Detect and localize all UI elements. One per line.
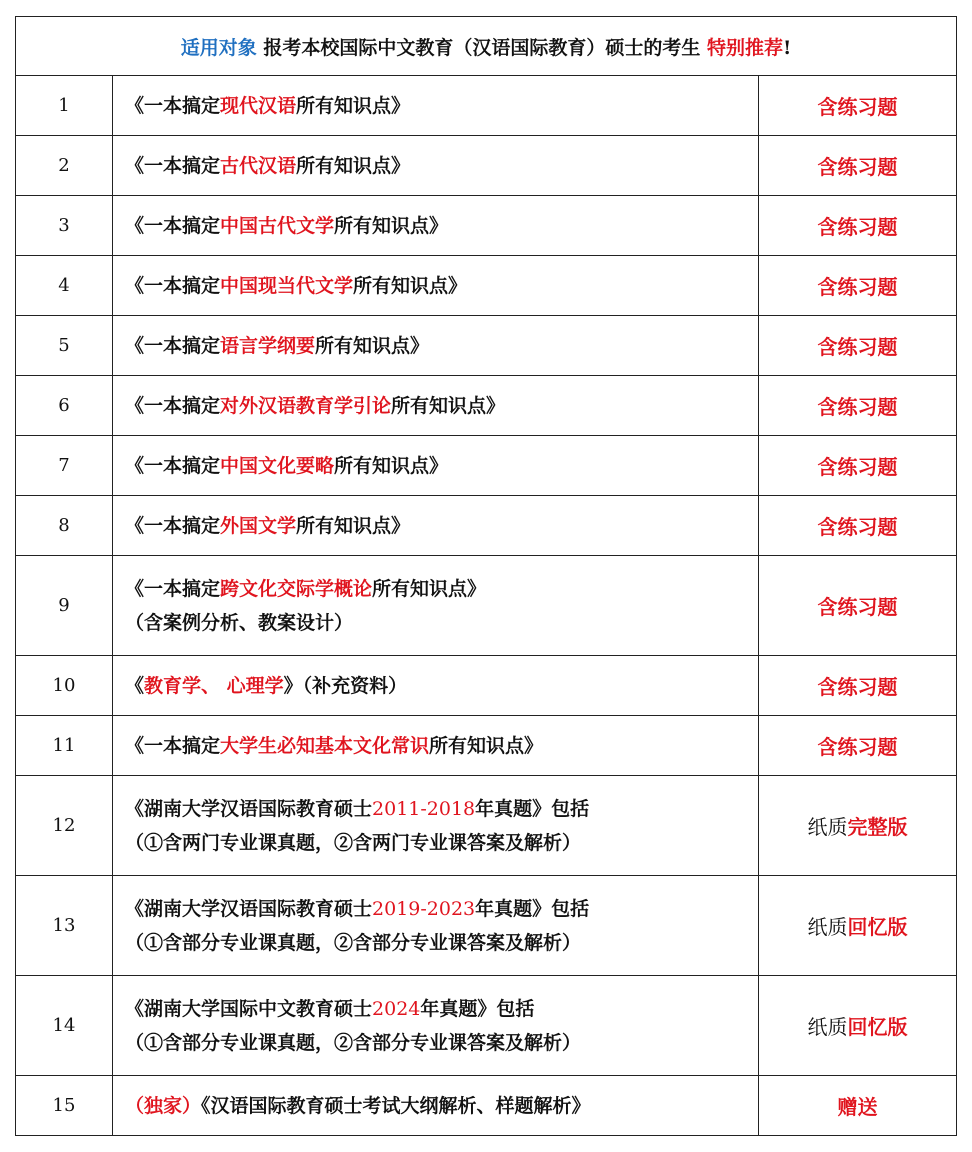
row-number: 14 xyxy=(16,976,113,1076)
row-subtitle: （含案例分析、教案设计） xyxy=(125,611,354,634)
table-row xyxy=(16,76,957,136)
table-row xyxy=(16,436,957,496)
row-title: 《一本搞定外国文学所有知识点》 xyxy=(113,496,759,556)
row-number: 12 xyxy=(16,776,113,876)
header-highlight: 特别推荐 xyxy=(706,36,783,59)
table-row xyxy=(16,136,957,196)
row-note: 赠送 xyxy=(759,1076,957,1136)
row-title: 《湖南大学汉语国际教育硕士2019-2023年真题》包括 （①含部分专业课真题，②含部分专业课答案及解析） xyxy=(113,876,759,976)
row-note: 含练习题 xyxy=(759,256,957,316)
row-title: （独家）《汉语国际教育硕士考试大纲解析、样题解析》 xyxy=(113,1076,759,1136)
header-suffix: ! xyxy=(782,36,792,59)
header-row xyxy=(16,17,957,76)
row-title: 《一本搞定对外汉语教育学引论所有知识点》 xyxy=(113,376,759,436)
table-row xyxy=(16,496,957,556)
table-row xyxy=(16,316,957,376)
row-title: 《一本搞定现代汉语所有知识点》 xyxy=(113,76,759,136)
row-title: 《一本搞定跨文化交际学概论所有知识点》 （含案例分析、教案设计） xyxy=(113,556,759,656)
table-row xyxy=(16,556,957,656)
row-title: 《湖南大学汉语国际教育硕士2011-2018年真题》包括 （①含两门专业课真题，②含两门专业课答案及解析） xyxy=(113,776,759,876)
row-number: 3 xyxy=(16,196,113,256)
header-cell xyxy=(16,17,957,76)
row-subtitle: （①含部分专业课真题，②含部分专业课答案及解析） xyxy=(125,931,582,954)
row-number: 4 xyxy=(16,256,113,316)
row-number: 13 xyxy=(16,876,113,976)
row-number: 10 xyxy=(16,656,113,716)
table-row xyxy=(16,716,957,776)
row-note: 含练习题 xyxy=(759,316,957,376)
row-number: 6 xyxy=(16,376,113,436)
row-note: 含练习题 xyxy=(759,496,957,556)
row-note: 含练习题 xyxy=(759,76,957,136)
header-middle: 报考本校国际中文教育（汉语国际教育）硕士的考生 xyxy=(263,36,701,59)
header-prefix: 适用对象 xyxy=(180,36,257,59)
row-note: 含练习题 xyxy=(759,376,957,436)
row-title: 《一本搞定中国古代文学所有知识点》 xyxy=(113,196,759,256)
row-note: 纸质完整版 xyxy=(759,776,957,876)
row-number: 1 xyxy=(16,76,113,136)
row-number: 5 xyxy=(16,316,113,376)
row-note: 纸质回忆版 xyxy=(759,876,957,976)
row-note: 含练习题 xyxy=(759,556,957,656)
table-row xyxy=(16,776,957,876)
row-subtitle: （①含部分专业课真题，②含部分专业课答案及解析） xyxy=(125,1031,582,1054)
table-row xyxy=(16,656,957,716)
table-row xyxy=(16,876,957,976)
row-number: 2 xyxy=(16,136,113,196)
row-note: 纸质回忆版 xyxy=(759,976,957,1076)
table-row xyxy=(16,256,957,316)
row-note: 含练习题 xyxy=(759,436,957,496)
row-title: 《一本搞定中国文化要略所有知识点》 xyxy=(113,436,759,496)
row-title: 《一本搞定古代汉语所有知识点》 xyxy=(113,136,759,196)
table-row xyxy=(16,1076,957,1136)
row-note: 含练习题 xyxy=(759,196,957,256)
row-number: 8 xyxy=(16,496,113,556)
row-title: 《一本搞定中国现当代文学所有知识点》 xyxy=(113,256,759,316)
row-number: 9 xyxy=(16,556,113,656)
row-number: 7 xyxy=(16,436,113,496)
row-note: 含练习题 xyxy=(759,136,957,196)
material-table xyxy=(15,16,957,1136)
table-row xyxy=(16,376,957,436)
row-number: 11 xyxy=(16,716,113,776)
row-subtitle: （①含两门专业课真题，②含两门专业课答案及解析） xyxy=(125,831,582,854)
table-row xyxy=(16,196,957,256)
row-title: 《教育学、 心理学》（补充资料） xyxy=(113,656,759,716)
row-number: 15 xyxy=(16,1076,113,1136)
row-title: 《一本搞定大学生必知基本文化常识所有知识点》 xyxy=(113,716,759,776)
row-note: 含练习题 xyxy=(759,716,957,776)
row-title: 《一本搞定语言学纲要所有知识点》 xyxy=(113,316,759,376)
row-title: 《湖南大学国际中文教育硕士2024年真题》包括 （①含部分专业课真题，②含部分专业课答案及解析） xyxy=(113,976,759,1076)
row-note: 含练习题 xyxy=(759,656,957,716)
table-row xyxy=(16,976,957,1076)
